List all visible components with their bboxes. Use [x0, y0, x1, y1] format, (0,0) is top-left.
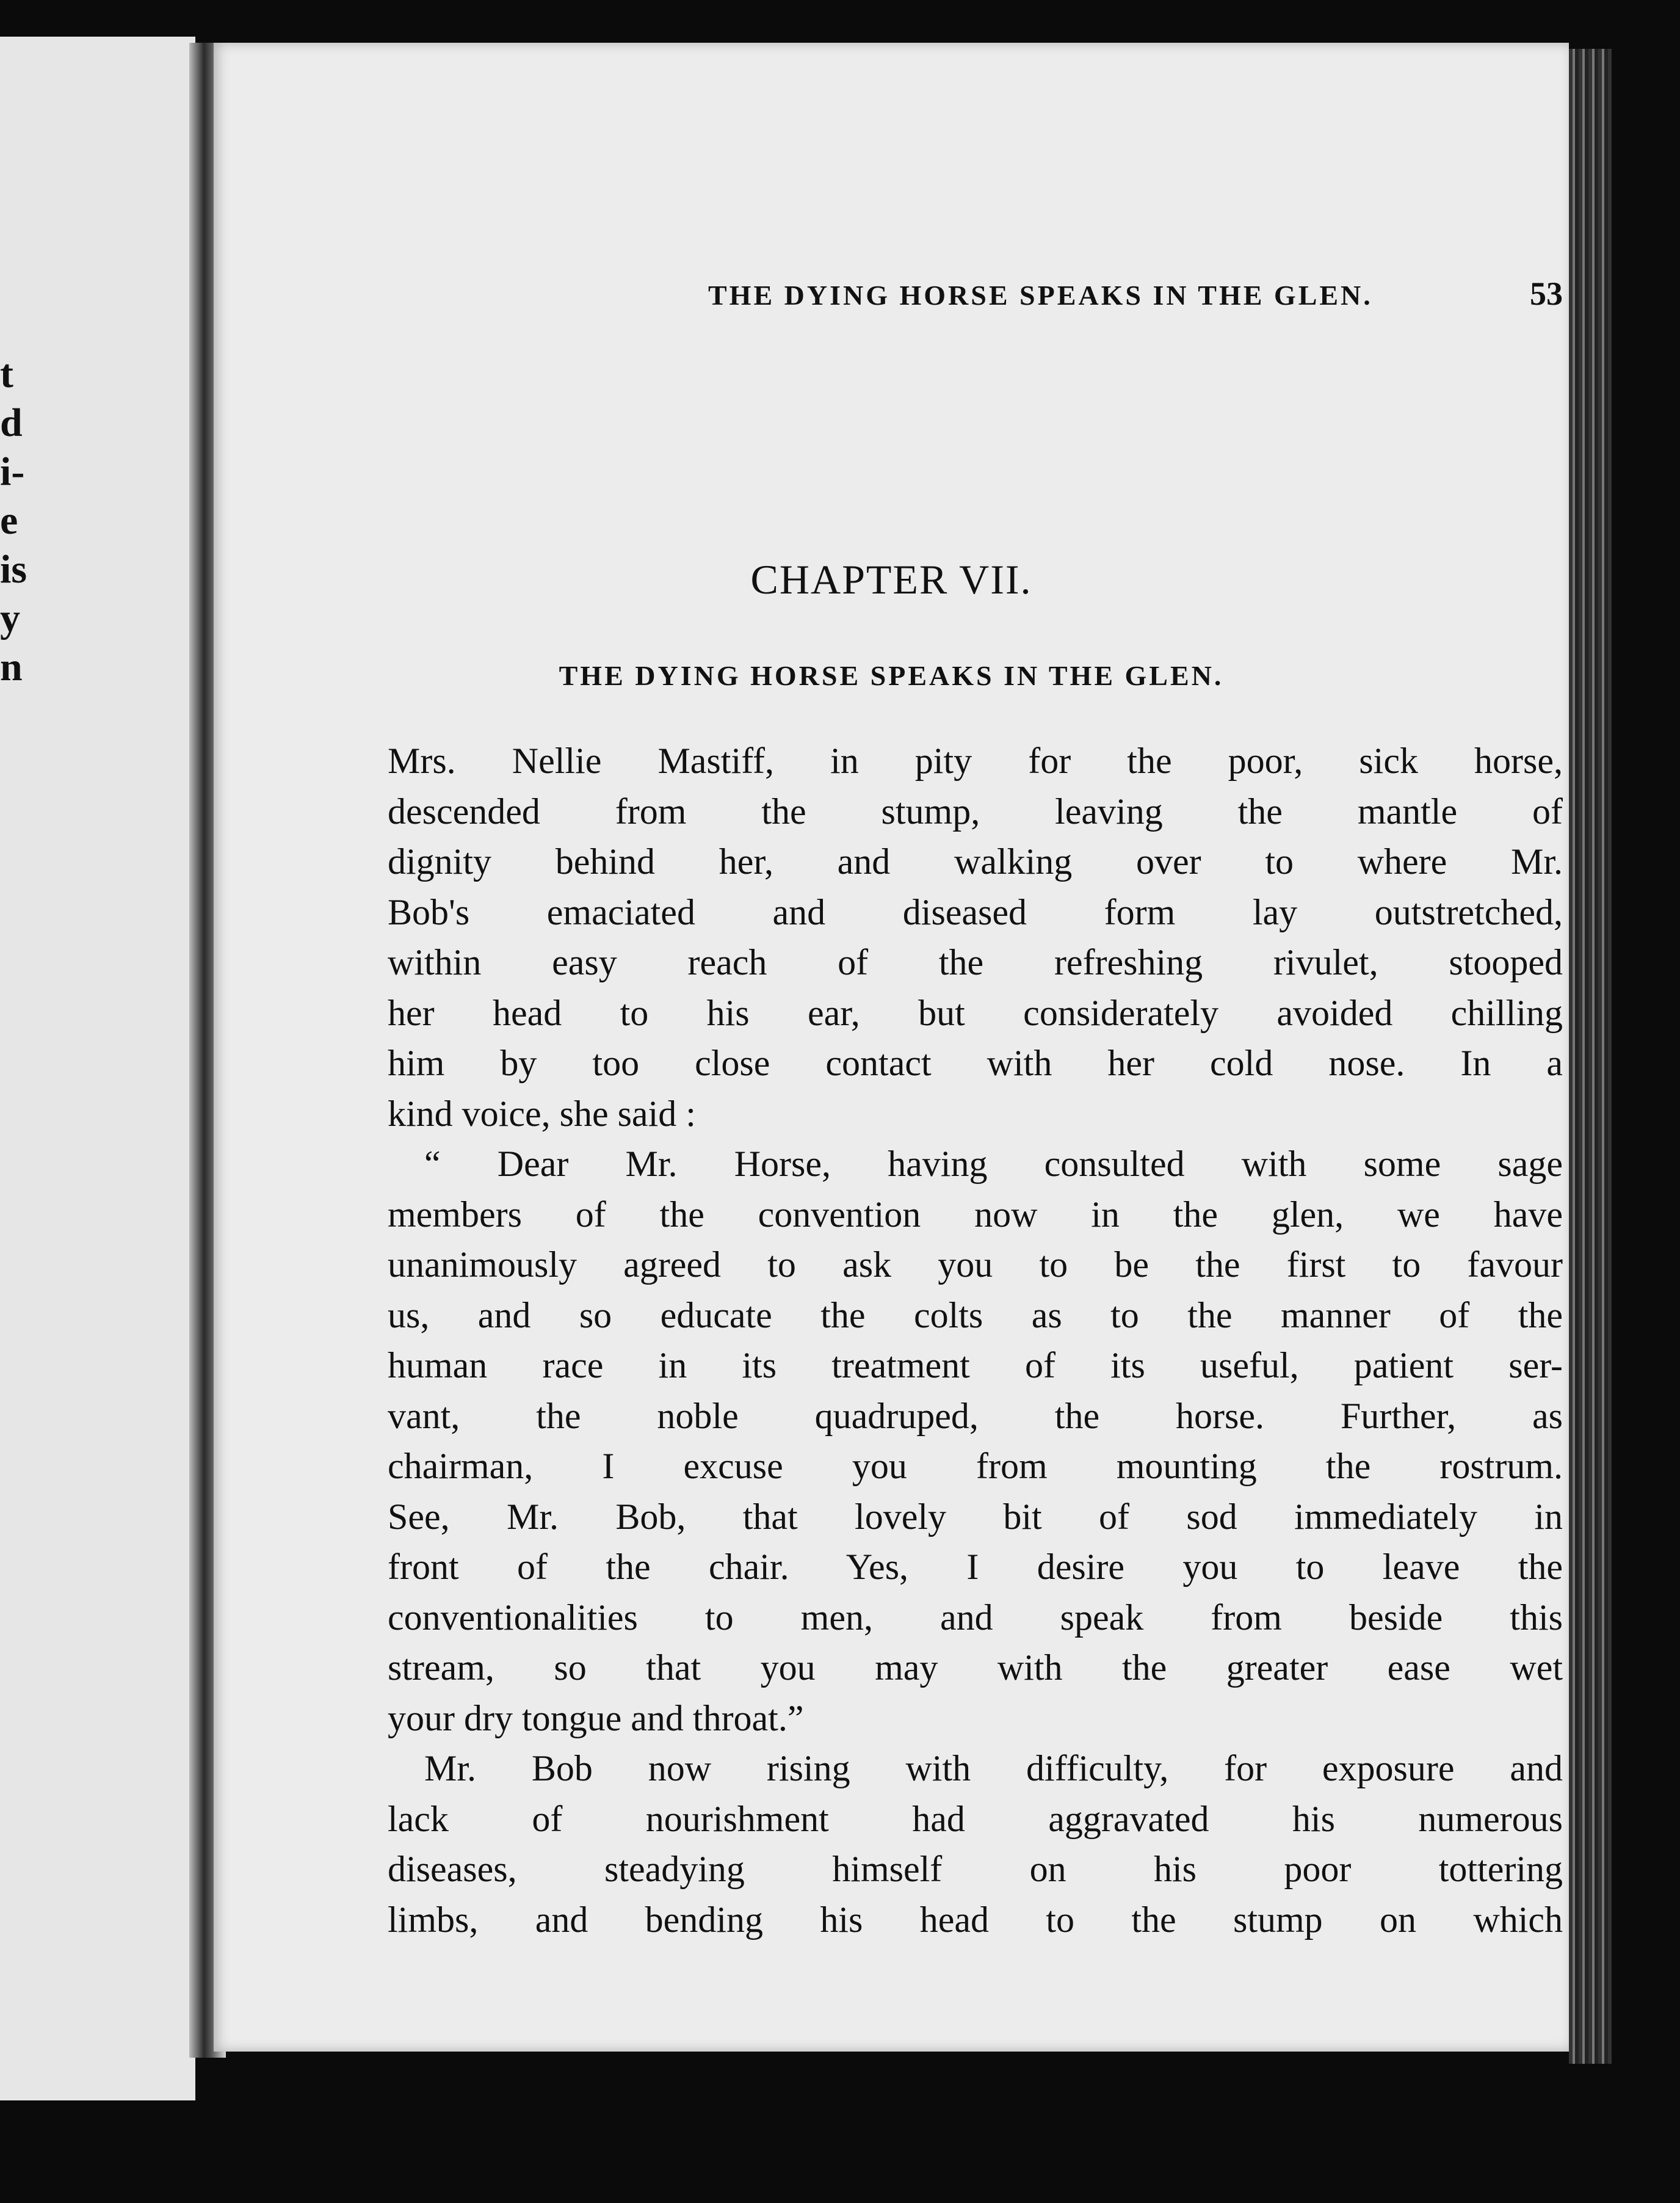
text-line: lack of nourishment had aggravated his numerous — [388, 1798, 1563, 1839]
text-line: kind voice, she said : — [388, 1093, 696, 1134]
chapter-title: CHAPTER VII. — [750, 556, 1032, 603]
text-line: dignity behind her, and walking over to where Mr. — [388, 841, 1563, 882]
text-line: limbs, and bending his head to the stump on which — [388, 1899, 1563, 1940]
facing-page-letter: t — [0, 352, 13, 396]
text-line: diseases, steadying himself on his poor tottering — [388, 1849, 1563, 1889]
page-number: 53 — [1530, 275, 1563, 312]
text-line: unanimously agreed to ask you to be the first to favour — [388, 1244, 1563, 1285]
facing-page-letter: d — [0, 401, 23, 445]
text-line: descended from the stump, leaving the mantle of — [388, 791, 1563, 832]
text-line: “ Dear Mr. Horse, having consulted with some sage — [424, 1144, 1563, 1184]
text-line: Mrs. Nellie Mastiff, in pity for the poor, sick horse, — [388, 741, 1563, 781]
facing-page-fragment — [0, 37, 195, 2100]
facing-page-letter: i- — [0, 449, 25, 494]
text-line: Bob's emaciated and diseased form lay outstretched, — [388, 891, 1563, 932]
text-line: stream, so that you may with the greater ease wet — [388, 1647, 1563, 1688]
facing-page-letter: e — [0, 498, 18, 543]
text-line: conventionalities to men, and speak from beside this — [388, 1597, 1563, 1638]
running-head-title: THE DYING HORSE SPEAKS IN THE GLEN. — [708, 280, 1373, 311]
text-line: See, Mr. Bob, that lovely bit of sod immediately in — [388, 1496, 1563, 1537]
text-line: Mr. Bob now rising with difficulty, for exposure and — [424, 1748, 1563, 1788]
facing-page-letter: y — [0, 596, 20, 641]
text-line: within easy reach of the refreshing rivulet, stooped — [388, 942, 1563, 982]
text-line: your dry tongue and throat.” — [388, 1697, 804, 1738]
text-line: us, and so educate the colts as to the manner of the — [388, 1294, 1563, 1335]
chapter-subtitle: THE DYING HORSE SPEAKS IN THE GLEN. — [559, 660, 1224, 691]
text-line: chairman, I excuse you from mounting the rostrum. — [388, 1446, 1563, 1486]
page-edges — [1569, 49, 1612, 2064]
book-page — [214, 43, 1569, 2052]
facing-page-letter: is — [0, 547, 27, 592]
chapter-body — [388, 736, 1563, 1945]
text-line: vant, the noble quadruped, the horse. Further, as — [388, 1395, 1563, 1436]
text-line: human race in its treatment of its useful, patient ser- — [388, 1345, 1563, 1385]
text-line: her head to his ear, but considerately avoided chilling — [388, 992, 1563, 1033]
running-head — [501, 275, 1563, 313]
text-line: front of the chair. Yes, I desire you to leave the — [388, 1547, 1563, 1587]
facing-page-letter: n — [0, 645, 23, 689]
text-line: him by too close contact with her cold nose. In a — [388, 1043, 1563, 1083]
text-line: members of the convention now in the glen, we have — [388, 1194, 1563, 1235]
